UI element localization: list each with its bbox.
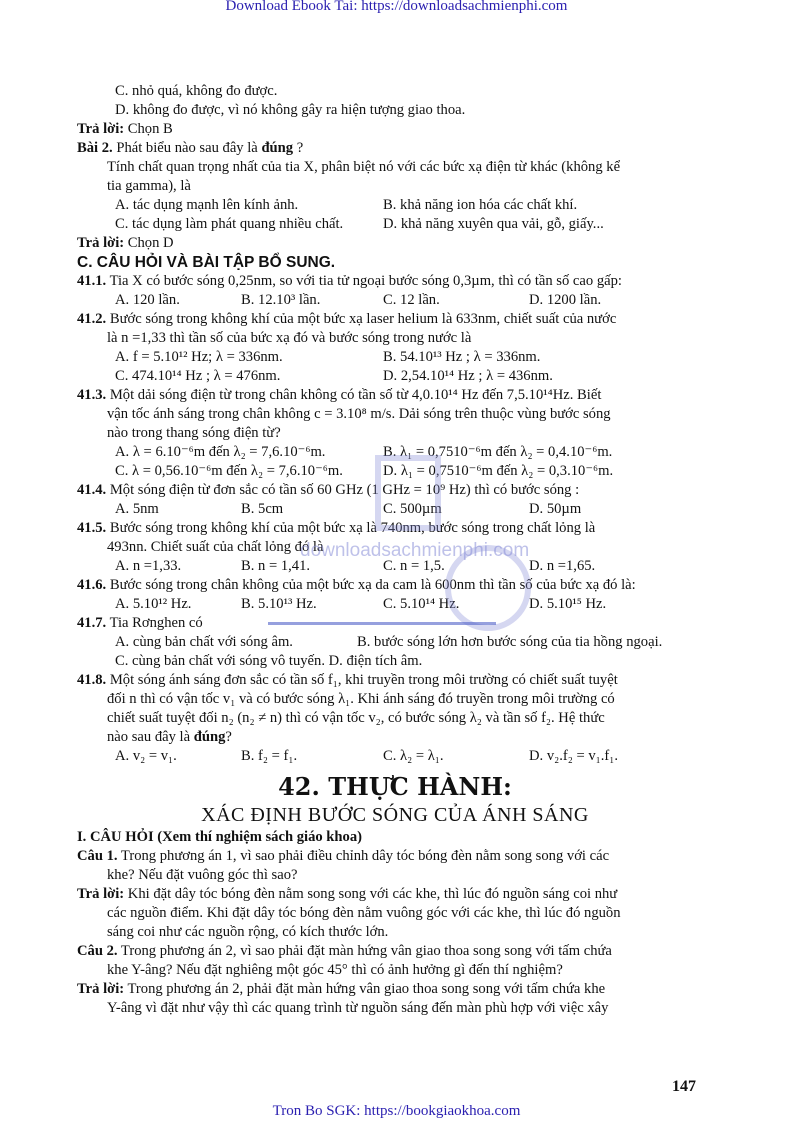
option: A. 120 lần. <box>115 292 180 308</box>
answer-body: Y-âng vì đặt như vậy thì các quang trình từ nguồn sáng đến màn phù hợp với việc xây <box>107 1000 609 1016</box>
question-number: Câu 2. <box>77 943 118 959</box>
footer-sgk-link[interactable]: Tron Bo SGK: https://bookgiaokhoa.com <box>272 1103 521 1119</box>
answer-text: Chọn B <box>124 121 173 137</box>
question-number: 41.4. <box>77 482 107 498</box>
option: D. 5.10¹⁵ Hz. <box>529 596 607 612</box>
question-text: Bước sóng trong không khí của một bức xạ là 740nm, bước sóng trong chất lỏng là <box>106 520 596 536</box>
option: C. 474.10¹⁴ Hz ; λ = 476nm. <box>115 368 281 384</box>
question-number: 41.7. <box>77 615 107 631</box>
answer-option-c: C. nhỏ quá, không đo được. <box>115 83 278 99</box>
option: B. λ₁ = 0,7510⁻⁶m đến λ₂ = 0,4.10⁻⁶m. <box>383 444 613 460</box>
question-number: 41.5. <box>77 520 107 536</box>
question-number: 41.8. <box>77 672 107 688</box>
option: A. tác dụng mạnh lên kính ảnh. <box>115 197 299 213</box>
question-number: Câu 1. <box>77 848 118 864</box>
option: D. 1200 lần. <box>529 292 602 308</box>
question-number: Bài 2. <box>77 140 113 156</box>
question-number: 41.3. <box>77 387 107 403</box>
answer-text: Khi đặt dây tóc bóng đèn nằm song song với các khe, thì lúc đó nguồn sáng coi như <box>124 886 618 902</box>
question-mark: ? <box>225 729 232 745</box>
section-heading-1: I. CÂU HỎI (Xem thí nghiệm sách giáo khoa) <box>77 829 362 845</box>
emphasis: đúng <box>261 140 294 156</box>
option: B. 5.10¹³ Hz. <box>241 596 317 612</box>
answer-line <box>77 980 713 999</box>
option: B. f₂ = f₁. <box>241 748 298 764</box>
chapter-subtitle: XÁC ĐỊNH BƯỚC SÓNG CỦA ÁNH SÁNG <box>201 804 589 826</box>
option: D. khả năng xuyên qua vải, gỗ, giấy... <box>383 216 604 232</box>
question-text: Tia Rơnghen có <box>106 615 203 631</box>
option: D. λ₁ = 0,7510⁻⁶m đến λ₂ = 0,3.10⁻⁶m. <box>383 463 614 479</box>
question-body: khe? Nếu đặt vuông góc thì sao? <box>107 867 298 883</box>
answer-body: sáng coi như các nguồn rộng, có kích thước lớn. <box>107 924 389 940</box>
question-41-8 <box>77 671 713 690</box>
option: B. 54.10¹³ Hz ; λ = 336nm. <box>383 349 541 365</box>
option: A. v₂ = v₁. <box>115 748 177 764</box>
question-body: đối n thì có vận tốc v₁ và có bước sóng λ₁. Khi ánh sáng đó truyền trong môi trường có <box>107 691 615 707</box>
question-body: tia gamma), là <box>107 178 191 194</box>
answer-option-d: D. không đo được, vì nó không gây ra hiện tượng giao thoa. <box>115 102 466 118</box>
chapter-title: 42. THỰC HÀNH: <box>278 772 512 801</box>
question-text: Một sóng ánh sáng đơn sắc có tần số f₁, khi truyền trong môi trường có chiết suất tuyệt <box>106 672 618 688</box>
question-text: Tia X có bước sóng 0,25nm, so với tia tử ngoại bước sóng 0,3µm, thì có tần số cao gấp: <box>106 273 622 289</box>
question-body: là n =1,33 thì tần số của bức xạ đó và bước sóng trong nước là <box>107 330 472 346</box>
option: A. 5.10¹² Hz. <box>115 596 192 612</box>
answer-label: Trả lời: <box>77 981 125 997</box>
question-body: Tính chất quan trọng nhất của tia X, phân biệt nó với các bức xạ điện từ khác (không kể <box>107 159 621 175</box>
question-bai-2 <box>77 139 713 158</box>
question-text: Trong phương án 2, vì sao phải đặt màn hứng vân giao thoa song song với tấm chứa <box>117 943 612 959</box>
options-row <box>77 348 713 367</box>
answer-line <box>77 885 713 904</box>
option: B. 12.10³ lần. <box>241 292 321 308</box>
watermark-underline <box>268 622 496 625</box>
question-body: chiết suất tuyệt đối n₂ (n₂ ≠ n) thì có vận tốc v₂, có bước sóng λ₂ và tần số f₂. Hệ thức <box>107 710 605 726</box>
section-heading-c: C. CÂU HỎI VÀ BÀI TẬP BỔ SUNG. <box>77 254 336 271</box>
option: B. bước sóng lớn hơn bước sóng của tia hồng ngoại. <box>357 634 663 650</box>
options-row <box>77 747 713 766</box>
emphasis: đúng <box>193 729 226 745</box>
option: B. 5cm <box>241 501 284 517</box>
options-row <box>77 215 713 234</box>
question-41-2 <box>77 310 713 329</box>
question-body <box>77 728 713 747</box>
option: D. 50µm <box>529 501 582 517</box>
option: A. cùng bản chất với sóng âm. <box>115 634 293 650</box>
option: A. λ = 6.10⁻⁶m đến λ₂ = 7,6.10⁻⁶m. <box>115 444 326 460</box>
page-number: 147 <box>672 1078 696 1095</box>
question-cau-2 <box>77 942 713 961</box>
option: A. 5nm <box>115 501 159 517</box>
answer-text: Trong phương án 2, phải đặt màn hứng vân giao thoa song song với tấm chứa khe <box>124 981 606 997</box>
answer-label: Trả lời: <box>77 121 125 137</box>
question-text: nào sau đây là <box>107 729 194 745</box>
watermark-logo-icon <box>338 438 538 638</box>
answer-label: Trả lời: <box>77 235 125 251</box>
watermark-text: downloadsachmienphi.com <box>300 540 530 561</box>
options-row <box>77 196 713 215</box>
question-text: Bước sóng trong không khí của một bức xạ laser helium là 633nm, chiết suất của nước <box>106 311 617 327</box>
option: A. f = 5.10¹² Hz; λ = 336nm. <box>115 349 283 365</box>
option: C. tác dụng làm phát quang nhiều chất. <box>115 216 344 232</box>
question-mark: ? <box>293 140 304 156</box>
question-41-1 <box>77 272 713 291</box>
question-text: Một dải sóng điện từ trong chân không có tần số từ 4,0.10¹⁴ Hz đến 7,5.10¹⁴Hz. Biết <box>106 387 602 403</box>
question-41-3 <box>77 386 713 405</box>
option: B. n = 1,41. <box>241 558 311 574</box>
question-body: nào trong thang sóng điện từ? <box>107 425 281 441</box>
options-row <box>77 367 713 386</box>
question-number: 41.1. <box>77 273 107 289</box>
answer-label: Trả lời: <box>77 886 125 902</box>
answer-text: Chọn D <box>124 235 174 251</box>
option: D. n =1,65. <box>529 558 596 574</box>
option: C. λ = 0,56.10⁻⁶m đến λ₂ = 7,6.10⁻⁶m. <box>115 463 343 479</box>
answer-line <box>77 120 713 139</box>
answer-body: các nguồn điểm. Khi đặt dây tóc bóng đèn nằm vuông góc với các khe, thì lúc đó nguồn <box>107 905 621 921</box>
question-number: 41.6. <box>77 577 107 593</box>
options-row: C. cùng bản chất với sóng vô tuyến. D. điện tích âm. <box>115 653 423 669</box>
question-text: Bước sóng trong chân không của một bức xạ da cam là 600nm thì tần số của bức xạ đó là: <box>106 577 636 593</box>
question-text: Trong phương án 1, vì sao phải điều chỉnh dây tóc bóng đèn nằm song song với các <box>117 848 610 864</box>
option: C. 12 lần. <box>383 292 440 308</box>
question-body: khe Y-âng? Nếu đặt nghiêng một góc 45° thì có ảnh hưởng gì đến thí nghiệm? <box>107 962 563 978</box>
option: B. khả năng ion hóa các chất khí. <box>383 197 578 213</box>
option: C. n = 1,5. <box>383 558 445 574</box>
answer-line <box>77 234 713 253</box>
question-text: Một sóng điện từ đơn sắc có tần số 60 GHz (1 GHz = 10⁹ Hz) thì có bước sóng : <box>106 482 580 498</box>
option: C. 5.10¹⁴ Hz. <box>383 596 460 612</box>
option: C. 500µm <box>383 501 442 517</box>
option: D. v₂.f₂ = v₁.f₁. <box>529 748 618 764</box>
option: D. 2,54.10¹⁴ Hz ; λ = 436nm. <box>383 368 553 384</box>
options-row <box>77 291 713 310</box>
question-body: 493nn. Chiết suất của chất lỏng đó là <box>107 539 324 555</box>
option: C. λ₂ = λ₁. <box>383 748 444 764</box>
question-cau-1 <box>77 847 713 866</box>
question-number: 41.2. <box>77 311 107 327</box>
question-text: Phát biểu nào sau đây là <box>112 140 262 156</box>
question-body: vận tốc ánh sáng trong chân không c = 3.10⁸ m/s. Dải sóng trên thuộc vùng bước sóng <box>107 406 611 422</box>
header-download-link[interactable]: Download Ebook Tai: https://downloadsachmienphi.com <box>225 0 568 14</box>
option: A. n =1,33. <box>115 558 182 574</box>
